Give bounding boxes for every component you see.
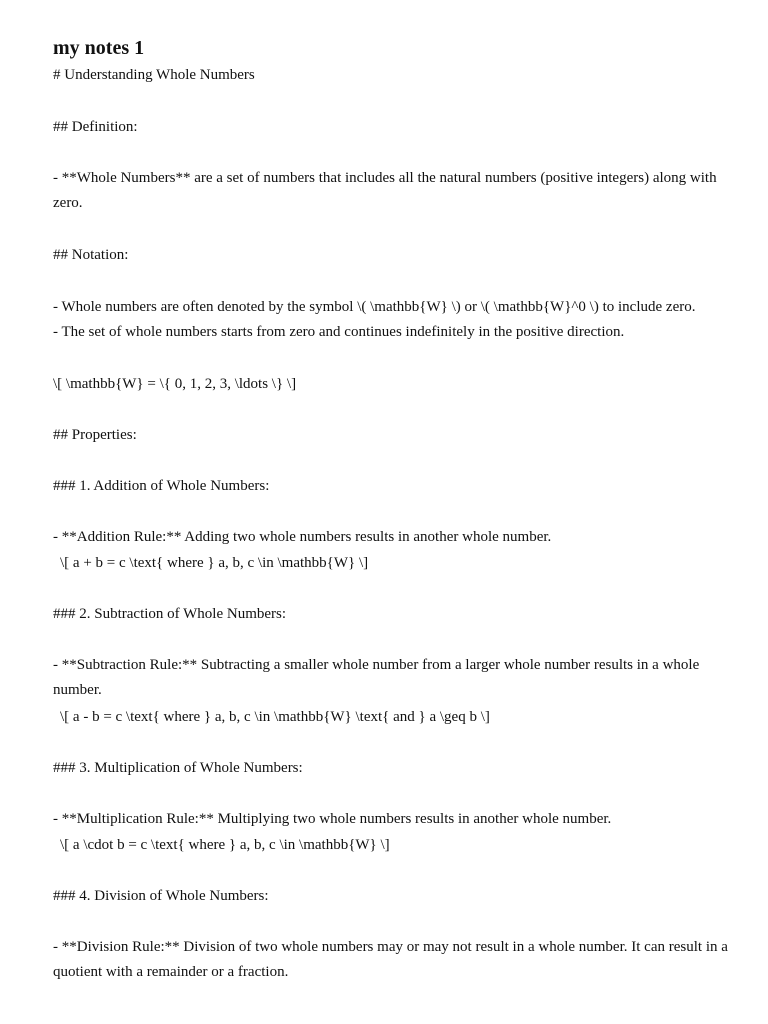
set-formula: \[ \mathbb{W} = \{ 0, 1, 2, 3, \ldots \} \] — [53, 376, 297, 392]
division-rule: - **Division Rule:** Division of two whole numbers may or may not result in a whole number. It can result in a quotient with a remainder or a fraction. — [53, 939, 728, 980]
addition-rule: - **Addition Rule:** Adding two whole numbers results in another whole number. — [53, 529, 552, 545]
heading-understanding-whole-numbers: # Understanding Whole Numbers — [53, 67, 255, 83]
multiplication-formula: \[ a \cdot b = c \text{ where } a, b, c \in \mathbb{W} \] — [60, 837, 390, 853]
heading-subtraction: ### 2. Subtraction of Whole Numbers: — [53, 606, 287, 622]
heading-properties: ## Properties: — [53, 427, 137, 443]
definition-text: - **Whole Numbers** are a set of numbers that includes all the natural numbers (positive integers) along with zero. — [53, 170, 717, 211]
addition-formula: \[ a + b = c \text{ where } a, b, c \in \mathbb{W} \] — [60, 555, 369, 571]
heading-notation: ## Notation: — [53, 247, 129, 263]
multiplication-rule: - **Multiplication Rule:** Multiplying two whole numbers results in another whole number. — [53, 811, 612, 827]
heading-division: ### 4. Division of Whole Numbers: — [53, 888, 269, 904]
heading-addition: ### 1. Addition of Whole Numbers: — [53, 478, 270, 494]
document-title: my notes 1 — [53, 37, 145, 59]
notation-item-1: - Whole numbers are often denoted by the symbol \( \mathbb{W} \) or \( \mathbb{W}^0 \) to include zero. — [53, 299, 696, 315]
subtraction-formula: \[ a - b = c \text{ where } a, b, c \in \mathbb{W} \text{ and } a \geq b \] — [60, 709, 490, 725]
heading-definition: ## Definition: — [53, 119, 138, 135]
heading-multiplication: ### 3. Multiplication of Whole Numbers: — [53, 760, 303, 776]
subtraction-rule: - **Subtraction Rule:** Subtracting a smaller whole number from a larger whole number results in a whole number. — [53, 657, 700, 698]
notation-item-2: - The set of whole numbers starts from zero and continues indefinitely in the positive direction. — [53, 324, 625, 340]
